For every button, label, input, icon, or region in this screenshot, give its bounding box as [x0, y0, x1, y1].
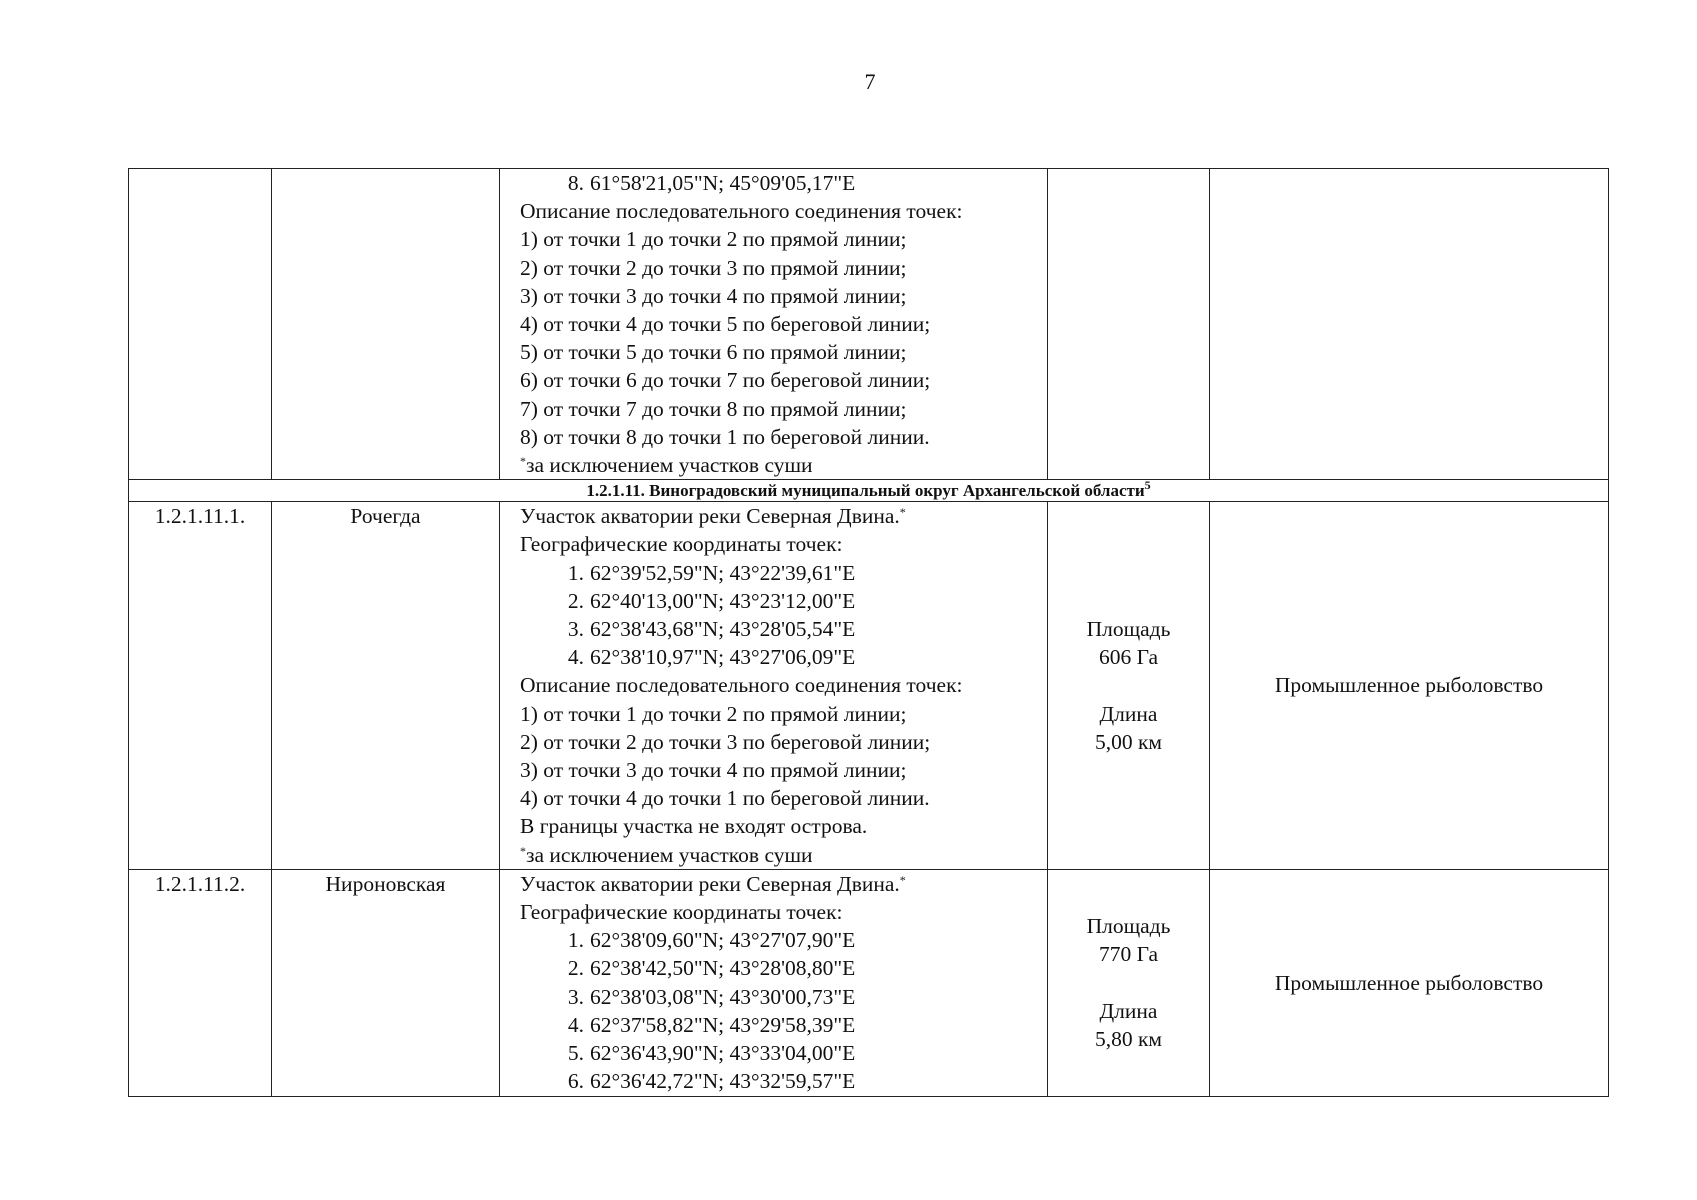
length-value: 5,80 км	[1094, 1026, 1163, 1051]
connection-line: 3) от точки 3 до точки 4 по прямой линии;	[520, 283, 907, 308]
area-intro: Участок акватории реки Северная Двина.*	[520, 871, 906, 896]
connection-line: 5) от точки 5 до точки 6 по прямой линии;	[520, 340, 907, 365]
area-label: Площадь	[1086, 914, 1171, 939]
area-value: 606 Га	[1098, 645, 1159, 670]
footnote-mark: 5	[1144, 478, 1151, 493]
cell-area-params	[1048, 869, 1210, 1096]
connection-line: 4) от точки 4 до точки 1 по береговой линии.	[520, 786, 930, 811]
area-name: Нироновская	[272, 869, 500, 1096]
length-label: Длина	[1099, 998, 1158, 1023]
cell-description	[500, 502, 1048, 870]
coordinate-point: 4. 62°37'58,82"N; 43°29'58,39"E	[567, 1012, 856, 1037]
coordinate-point: 2. 62°38'42,50"N; 43°28'08,80"E	[567, 956, 856, 981]
area-intro: Участок акватории реки Северная Двина.*	[520, 504, 906, 529]
coordinate-point: 1. 62°38'09,60"N; 43°27'07,90"E	[567, 928, 856, 953]
coordinate-point: 6. 62°36'42,72"N; 43°32'59,57"E	[567, 1069, 856, 1094]
fishing-type: Промышленное рыболовство	[1210, 869, 1609, 1096]
cell-description	[500, 869, 1048, 1096]
area-label: Площадь	[1086, 617, 1171, 642]
connection-line: 6) от точки 6 до точки 7 по береговой линии;	[520, 368, 931, 393]
length-value: 5,00 км	[1094, 729, 1163, 754]
land-exclusion-note: *за исключением участков суши	[520, 842, 813, 867]
table-row	[129, 502, 1609, 870]
cell-use-empty	[1210, 169, 1609, 480]
cell-area-params	[1048, 502, 1210, 870]
page-number: 7	[864, 69, 876, 94]
area-name: Рочегда	[272, 502, 500, 870]
connection-line: 2) от точки 2 до точки 3 по прямой линии;	[520, 255, 907, 280]
connection-title: Описание последовательного соединения точек:	[520, 673, 963, 698]
coordinate-point: 3. 62°38'43,68"N; 43°28'05,54"E	[567, 617, 856, 642]
cell-description	[500, 169, 1048, 480]
cell-params-empty	[1048, 169, 1210, 480]
coordinate-point: 3. 62°38'03,08"N; 43°30'00,73"E	[567, 984, 856, 1009]
fishing-areas-table	[128, 168, 1609, 1097]
coordinate-point: 5. 62°36'43,90"N; 43°33'04,00"E	[567, 1041, 856, 1066]
area-code: 1.2.1.11.1.	[129, 502, 272, 870]
area-code: 1.2.1.11.2.	[129, 869, 272, 1096]
land-exclusion-note: *за исключением участков суши	[520, 453, 813, 478]
coordinates-title: Географические координаты точек:	[520, 532, 843, 557]
fishing-type: Промышленное рыболовство	[1210, 502, 1609, 870]
table-row-continuation	[129, 169, 1609, 480]
islands-note: В границы участка не входят острова.	[520, 814, 868, 839]
connection-line: 4) от точки 4 до точки 5 по береговой линии;	[520, 312, 931, 337]
connection-line: 1) от точки 1 до точки 2 по прямой линии;	[520, 701, 907, 726]
cell-name-empty	[272, 169, 500, 480]
cell-code-empty	[129, 169, 272, 480]
area-value: 770 Га	[1098, 942, 1159, 967]
connection-line: 2) от точки 2 до точки 3 по береговой линии;	[520, 729, 931, 754]
connection-line: 1) от точки 1 до точки 2 по прямой линии;	[520, 227, 907, 252]
coordinate-point: 1. 62°39'52,59"N; 43°22'39,61"E	[567, 560, 856, 585]
coordinate-point: 8. 61°58'21,05"N; 45°09'05,17"E	[567, 171, 856, 195]
coordinates-title: Географические координаты точек:	[520, 900, 843, 925]
coordinate-point: 2. 62°40'13,00"N; 43°23'12,00"E	[567, 588, 856, 613]
section-header-row	[129, 480, 1609, 502]
table-row	[129, 869, 1609, 1096]
length-label: Длина	[1099, 701, 1158, 726]
connection-line: 7) от точки 7 до точки 8 по прямой линии;	[520, 396, 907, 421]
section-title: 1.2.1.11. Виноградовский муниципальный округ Архангельской области$^5$	[129, 480, 1609, 502]
connection-title: Описание последовательного соединения точек:	[520, 199, 963, 224]
connection-line: 8) от точки 8 до точки 1 по береговой линии.	[520, 424, 930, 449]
connection-line: 3) от точки 3 до точки 4 по прямой линии;	[520, 758, 907, 783]
coordinate-point: 4. 62°38'10,97"N; 43°27'06,09"E	[567, 645, 856, 670]
